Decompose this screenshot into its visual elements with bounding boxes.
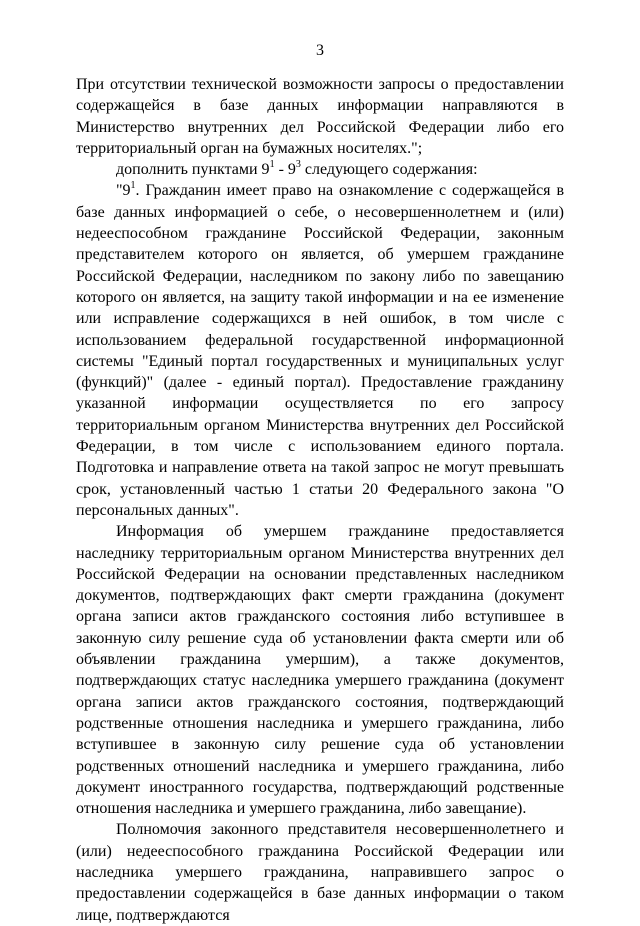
superscript: 1: [269, 158, 275, 170]
paragraph-5: Полномочия законного представителя несовершеннолетнего и (или) недееспособного гражданина Российской Федерации или наследника умершего гражданина, направившего запрос о предоставлении содержащейся в базе данных информации о таком лице, подтверждаются: [76, 821, 564, 924]
paragraph-3-number: "9: [116, 182, 131, 200]
paragraph-2-text-c: следующего содержания:: [300, 161, 478, 179]
paragraph-3: [76, 180, 564, 521]
document-body: [76, 74, 564, 926]
superscript: 1: [130, 180, 136, 192]
paragraph-1: При отсутствии технической возможности запросы о предоставлении содержащейся в базе данных информации направляются в Министерство внутренних дел Российской Федерации либо его территориальный орган на бумажных носителях.";: [76, 76, 564, 157]
paragraph-4: Информация об умершем гражданине предоставляется наследнику территориальным органом Министерства внутренних дел Российской Федерации на основании представленных наследником документов, подтверждающих факт смерти гражданина (документ органа записи актов гражданского состояния либо вступившее в законную силу решение суда об установлении факта смерти или об объявлении гражданина умершим), а также документов, подтверждающих статус наследника умершего гражданина (документ органа записи актов гражданского состояния, подтверждающий родственные отношения наследника и умершего гражданина, либо вступившее в законную силу решение суда об установлении родственных отношений наследника и умершего гражданина, либо документ иностранного государства, подтверждающий родственные отношения наследника и умершего гражданина, либо завещание).: [76, 523, 564, 818]
paragraph-2-text-b: - 9: [274, 161, 296, 179]
superscript: 3: [295, 158, 301, 170]
paragraph-3-text: . Гражданин имеет право на ознакомление с содержащейся в базе данных информацией о себе, о несовершеннолетнем и (или) недееспособном гражданине Российской Федерации, законным представителем которого он является, об умершем гражданине Российской Федерации, наследником по закону либо по завещанию которого он является, на защиту такой информации и на ее изменение или исправление содержащихся в ней ошибок, в том числе с использованием федеральной государственной информационной системы "Единый портал государственных и муниципальных услуг (функций)" (далее - единый портал). Предоставление гражданину указанной информации осуществляется по его запросу территориальным органом Министерства внутренних дел Российской Федерации, в том числе с использованием единого портала. Подготовка и направление ответа на такой запрос не могут превышать срок, установленный частью 1 статьи 20 Федерального закона "О персональных данных".: [76, 182, 564, 519]
page-number: 3: [316, 42, 324, 59]
paragraph-2: [76, 159, 564, 180]
paragraph-2-text-a: дополнить пунктами 9: [116, 161, 270, 179]
